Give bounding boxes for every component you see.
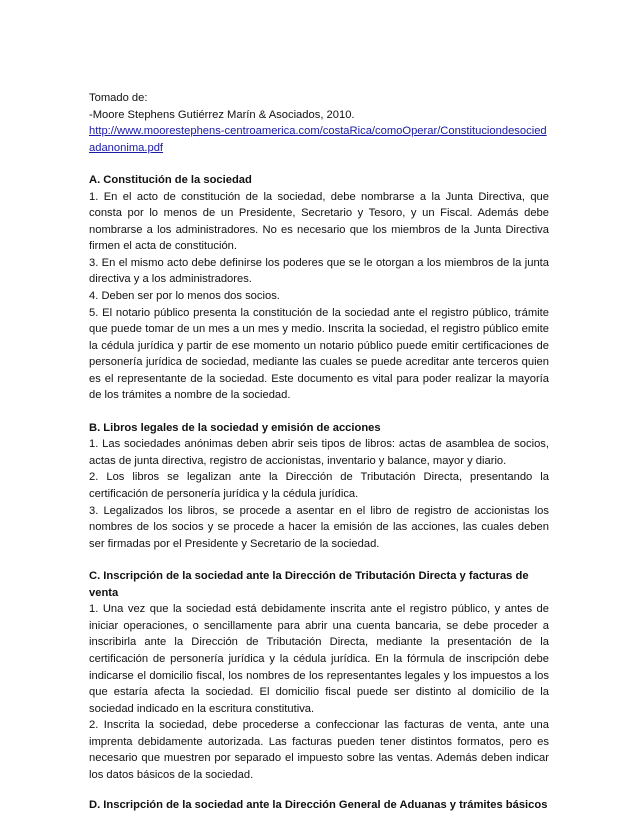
paragraph: 2. Inscrita la sociedad, debe procederse a confeccionar las facturas de venta, ante una imprenta debidamente autorizada. Las facturas pueden tener distintos formatos, pero es necesario que muestren por separado el impuesto sobre las ventas. Además deben indicar los datos básicos de la sociedad.: [89, 719, 549, 781]
section-title-b: B. Libros legales de la sociedad y emisión de acciones: [89, 421, 381, 434]
section-title-d: D. Inscripción de la sociedad ante la Dirección General de Aduanas y trámites básicos: [89, 799, 548, 812]
paragraph: 5. El notario público presenta la constitución de la sociedad ante el registro público, trámite que puede tomar de un mes a un mes y medio. Inscrita la sociedad, el registro público emite la cédula jurídica y partir de ese momento un notario público puede emitir certificaciones de personería jurídica de sociedad, mediante las cuales se puede acreditar ante terceros quien es el representante de la sociedad. Este documento es vital para poder realizar la mayoría de los trámites a nombre de la sociedad.: [89, 306, 549, 402]
paragraph: 4. Deben ser por lo menos dos socios.: [89, 290, 280, 303]
paragraph: 1. En el acto de constitución de la sociedad, debe nombrarse a la Junta Directiva, que consta por lo menos de un Presidente, Secretario y Tesoro, y un Fiscal. Además debe nombrarse a los administradores. No es necesario que los miembros de la Junta Directiva firmen el acta de constitución.: [89, 190, 549, 253]
paragraph: 3. En el mismo acto debe definirse los poderes que se le otorgan a los miembros de la junta directiva y a los administradores.: [89, 256, 549, 286]
section-b: [89, 420, 549, 552]
citation: -Moore Stephens Gutiérrez Marín & Asociados, 2010.: [89, 108, 355, 121]
paragraph: 3. Legalizados los libros, se procede a asentar en el libro de registro de accionistas los nombres de los socios y se procede a hacer la emisión de las acciones, las cuales deben ser firmadas por el Presidente y Secretario de la sociedad.: [89, 504, 549, 550]
paragraph: 1. Las sociedades anónimas deben abrir seis tipos de libros: actas de asamblea de socios, actas de junta directiva, registro de accionistas, inventario y balance, mayor y diario.: [89, 438, 549, 467]
paragraph: 2. Los libros se legalizan ante la Dirección de Tributación Directa, presentando la certificación de personería jurídica y la cédula jurídica.: [89, 471, 549, 501]
source-label: Tomado de:: [89, 92, 148, 104]
section-title-c: C. Inscripción de la sociedad ante la Dirección de Tributación Directa y facturas de venta: [89, 570, 529, 599]
section-c: [89, 568, 549, 783]
section-title-a: A. Constitución de la sociedad: [89, 174, 252, 187]
section-a: [89, 172, 549, 404]
document-content: [89, 90, 549, 814]
paragraph: 1. Una vez que la sociedad está debidamente inscrita ante el registro público, y antes de iniciar operaciones, o sencillamente para abrir una cuenta bancaria, se debe proceder a inscribirla ante la Dirección de Tributación Directa, mediante la presentación de la certificación de personería jurídica y la cédula jurídica. En la fórmula de inscripción debe indicarse el domicilio fiscal, los nombres de los representantes legales y los impuestos a los que estaría afecta la sociedad. El domicilio fiscal puede ser distinto al domicilio de la sociedad indicado en la escritura constitutiva.: [89, 603, 549, 715]
source-link[interactable]: http://www.moorestephens-centroamerica.com/costaRica/comoOperar/Constituciondesociedadanonima.pdf: [89, 125, 547, 154]
